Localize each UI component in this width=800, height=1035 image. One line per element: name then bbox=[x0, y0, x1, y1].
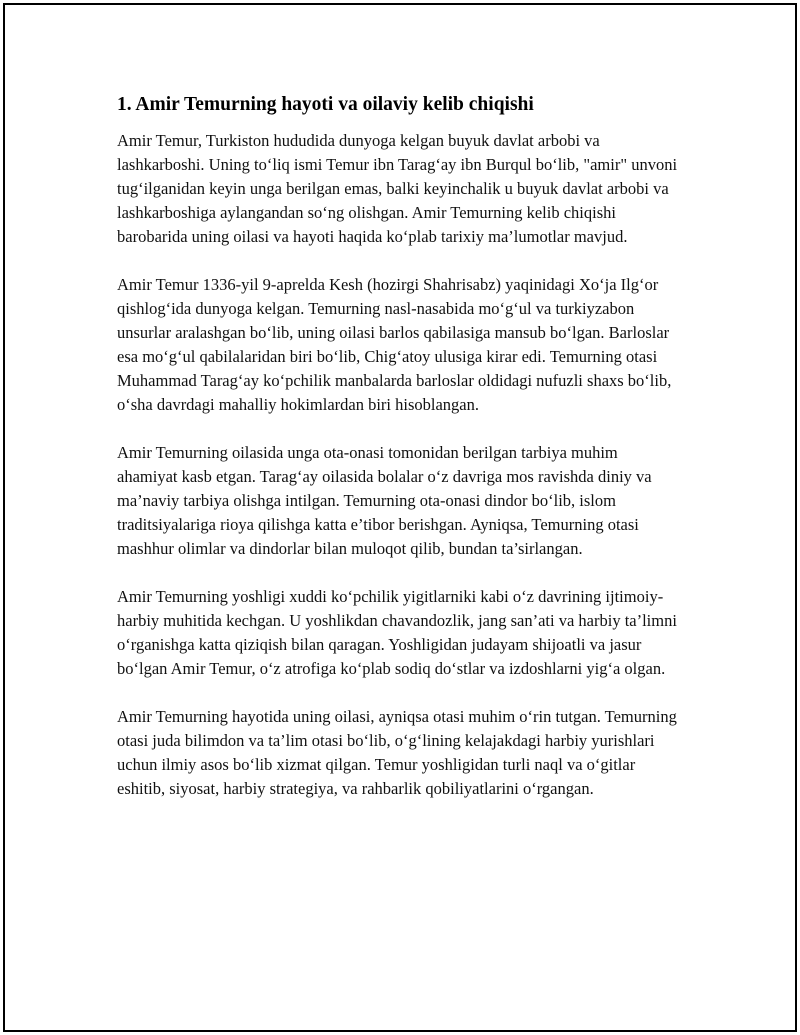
paragraph: Amir Temurning hayotida uning oilasi, ayniqsa otasi muhim o‘rin tutgan. Temurning otasi juda bilimdon va ta’lim otasi bo‘lib, o‘g‘lining kelajakdagi harbiy yurishlari uchun ilmiy asos bo‘lib xizmat qilgan. Temur yoshligidan turli naql va o‘gitlar eshitib, siyosat, harbiy strategiya, va rahbarlik qobiliyatlarini o‘rgangan. bbox=[117, 707, 677, 798]
paragraph: Amir Temurning oilasida unga ota-onasi tomonidan berilgan tarbiya muhim ahamiyat kasb etgan. Tarag‘ay oilasida bolalar o‘z davriga mos ravishda diniy va ma’naviy tarbiya olishga intilgan. Temurning ota-onasi dindor bo‘lib, islom traditsiyalariga rioya qilishga katta e’tibor berishgan. Ayniqsa, Temurning otasi mashhur olimlar va dindorlar bilan muloqot qilib, bundan ta’sirlangan. bbox=[117, 443, 652, 558]
paragraph: Amir Temur, Turkiston hududida dunyoga kelgan buyuk davlat arbobi va lashkarboshi. Uning to‘liq ismi Temur ibn Tarag‘ay ibn Burqul bo‘lib, "amir" unvoni tug‘ilganidan keyin unga berilgan emas, balki keyinchalik u buyuk davlat arbobi va lashkarboshiga aylangandan so‘ng olishgan. Amir Temurning kelib chiqishi barobarida uning oilasi va hayoti haqida ko‘plab tarixiy ma’lumotlar mavjud. bbox=[117, 131, 678, 246]
document-body bbox=[117, 93, 682, 825]
section-heading: 1. Amir Temurning hayoti va oilaviy kelib chiqishi bbox=[117, 94, 534, 115]
paragraph: Amir Temurning yoshligi xuddi ko‘pchilik yigitlarniki kabi o‘z davrining ijtimoiy-harbiy muhitida kechgan. U yoshlikdan chavandozlik, jang san’ati va harbiy ta’limni o‘rganishga katta qiziqish bilan qaragan. Yoshligidan judayam shijoatli va jasur bo‘lgan Amir Temur, o‘z atrofiga ko‘plab sodiq do‘stlar va izdoshlarni yig‘a olgan. bbox=[117, 587, 677, 678]
paragraph: Amir Temur 1336-yil 9-aprelda Kesh (hozirgi Shahrisabz) yaqinidagi Xo‘ja Ilg‘or qishlog‘ida dunyoga kelgan. Temurning nasl-nasabida mo‘g‘ul va turkiyzabon unsurlar aralashgan bo‘lib, uning oilasi barlos qabilasiga mansub bo‘lgan. Barloslar esa mo‘g‘ul qabilalaridan biri bo‘lib, Chig‘atoy ulusiga kirar edi. Temurning otasi Muhammad Tarag‘ay ko‘pchilik manbalarda barloslar oldidagi nufuzli shaxs bo‘lib, o‘sha davrdagi mahalliy hokimlardan biri hisoblangan. bbox=[117, 275, 672, 414]
